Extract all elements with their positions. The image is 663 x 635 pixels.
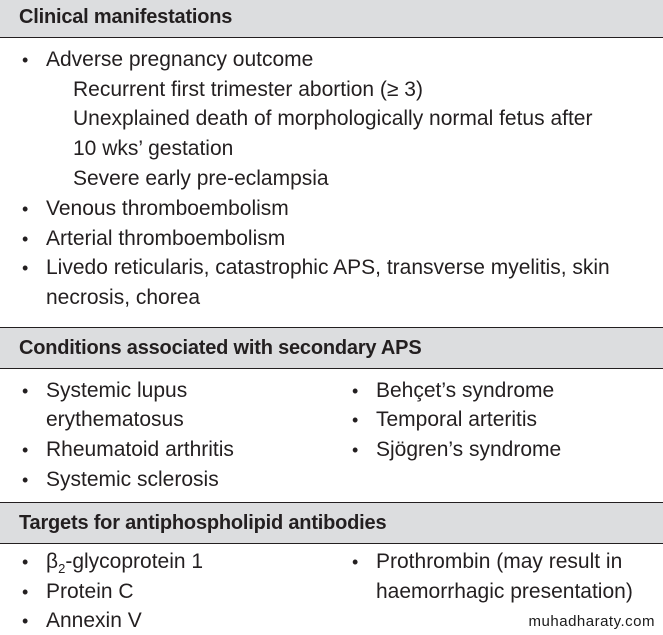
list-item-text: -glycoprotein 1	[65, 550, 204, 573]
list-item: Temporal arteritis	[376, 408, 538, 431]
section-header-antibody-targets	[0, 502, 663, 544]
list-item: Rheumatoid arthritis	[46, 438, 234, 461]
bullet-icon: •	[22, 381, 29, 401]
bullet-icon: •	[352, 552, 359, 572]
bullet-icon: •	[352, 440, 359, 460]
bullet-icon: •	[22, 50, 29, 70]
watermark: muhadharaty.com	[528, 613, 655, 630]
list-item: Venous thromboembolism	[46, 197, 289, 220]
sub-item: Unexplained death of morphologically normal fetus after	[73, 107, 593, 130]
bullet-icon: •	[22, 611, 29, 631]
bullet-icon: •	[22, 470, 29, 490]
beta-symbol: β	[46, 550, 59, 573]
list-item: Livedo reticularis, catastrophic APS, transverse myelitis, skin	[46, 256, 610, 279]
list-item: Annexin V	[46, 609, 142, 632]
bullet-icon: •	[352, 381, 359, 401]
list-item: Protein C	[46, 580, 134, 603]
list-item: Prothrombin (may result in	[376, 550, 623, 573]
subscript: 2	[58, 561, 66, 577]
bullet-icon: •	[22, 440, 29, 460]
sub-item: 10 wks’ gestation	[73, 137, 234, 160]
bullet-icon: •	[22, 258, 29, 278]
bullet-icon: •	[22, 552, 29, 572]
list-item: Systemic sclerosis	[46, 468, 219, 491]
list-item-continuation: erythematosus	[46, 408, 184, 431]
list-item: Sjögren’s syndrome	[376, 438, 562, 461]
list-item: Arterial thromboembolism	[46, 227, 286, 250]
list-item: Adverse pregnancy outcome	[46, 48, 314, 71]
list-item-continuation: haemorrhagic presentation)	[376, 580, 633, 603]
list-item: Systemic lupus	[46, 379, 188, 402]
section-header-secondary-aps	[0, 327, 663, 369]
bullet-icon: •	[22, 582, 29, 602]
bullet-icon: •	[22, 199, 29, 219]
list-item-continuation: necrosis, chorea	[46, 286, 201, 309]
bullet-icon: •	[352, 410, 359, 430]
bullet-icon: •	[22, 229, 29, 249]
list-item: Behçet’s syndrome	[376, 379, 555, 402]
section-heading: Targets for antiphospholipid antibodies	[19, 512, 387, 534]
sub-item: Recurrent first trimester abortion (≥ 3)	[73, 78, 423, 101]
sub-item: Severe early pre-eclampsia	[73, 167, 329, 190]
section-heading: Conditions associated with secondary APS	[19, 337, 422, 359]
section-heading: Clinical manifestations	[19, 6, 233, 28]
section-header-clinical-manifestations	[0, 0, 663, 38]
